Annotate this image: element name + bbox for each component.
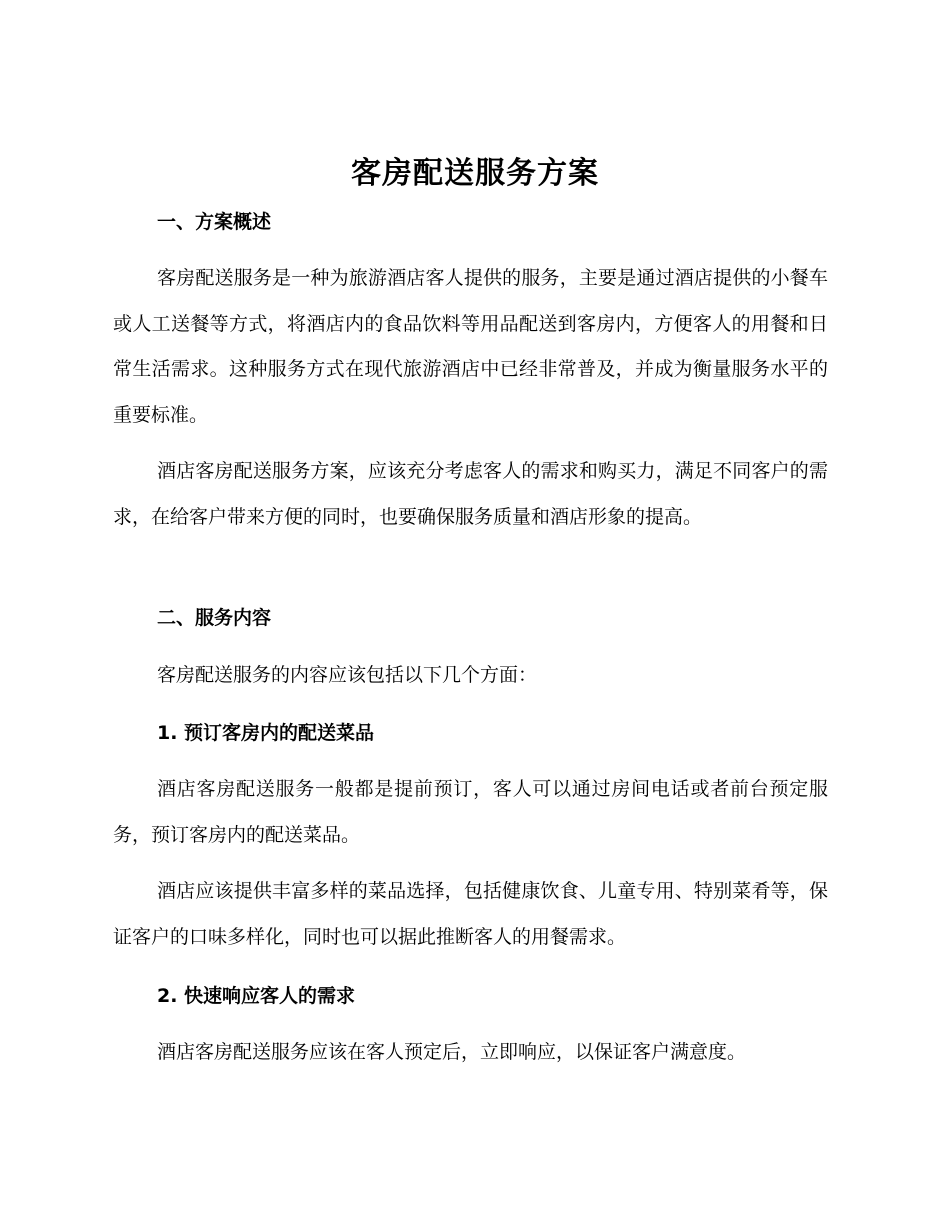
document-title: 客房配送服务方案 [351, 156, 599, 191]
subheading-item-1: 1. 预订客房内的配送菜品 [157, 722, 375, 744]
paragraph-item1-2: 酒店应该提供丰富多样的菜品选择，包括健康饮食、儿童专用、特别菜肴等，保证客户的口味多样化，同时也可以据此推断客人的用餐需求。 [113, 880, 828, 948]
paragraph-overview-1: 客房配送服务是一种为旅游酒店客人提供的服务，主要是通过酒店提供的小餐车或人工送餐等方式，将酒店内的食品饮料等用品配送到客房内，方便客人的用餐和日常生活需求。这种服务方式在现代旅游酒店中已经非常普及，并成为衡量服务水平的重要标准。 [113, 267, 828, 426]
paragraph-overview-2: 酒店客房配送服务方案，应该充分考虑客人的需求和购买力，满足不同客户的需求，在给客户带来方便的同时，也要确保服务质量和酒店形象的提高。 [113, 460, 828, 528]
paragraph-service-intro: 客房配送服务的内容应该包括以下几个方面： [157, 664, 538, 686]
section-heading-overview: 一、方案概述 [157, 211, 272, 233]
paragraph-item1-1: 酒店客房配送服务一般都是提前预订，客人可以通过房间电话或者前台预定服务，预订客房内的配送菜品。 [113, 778, 828, 846]
paragraph-item2-1: 酒店客房配送服务应该在客人预定后，立即响应，以保证客户满意度。 [157, 1041, 747, 1063]
subheading-item-2: 2. 快速响应客人的需求 [157, 985, 356, 1007]
section-heading-service-content: 二、服务内容 [157, 607, 272, 629]
